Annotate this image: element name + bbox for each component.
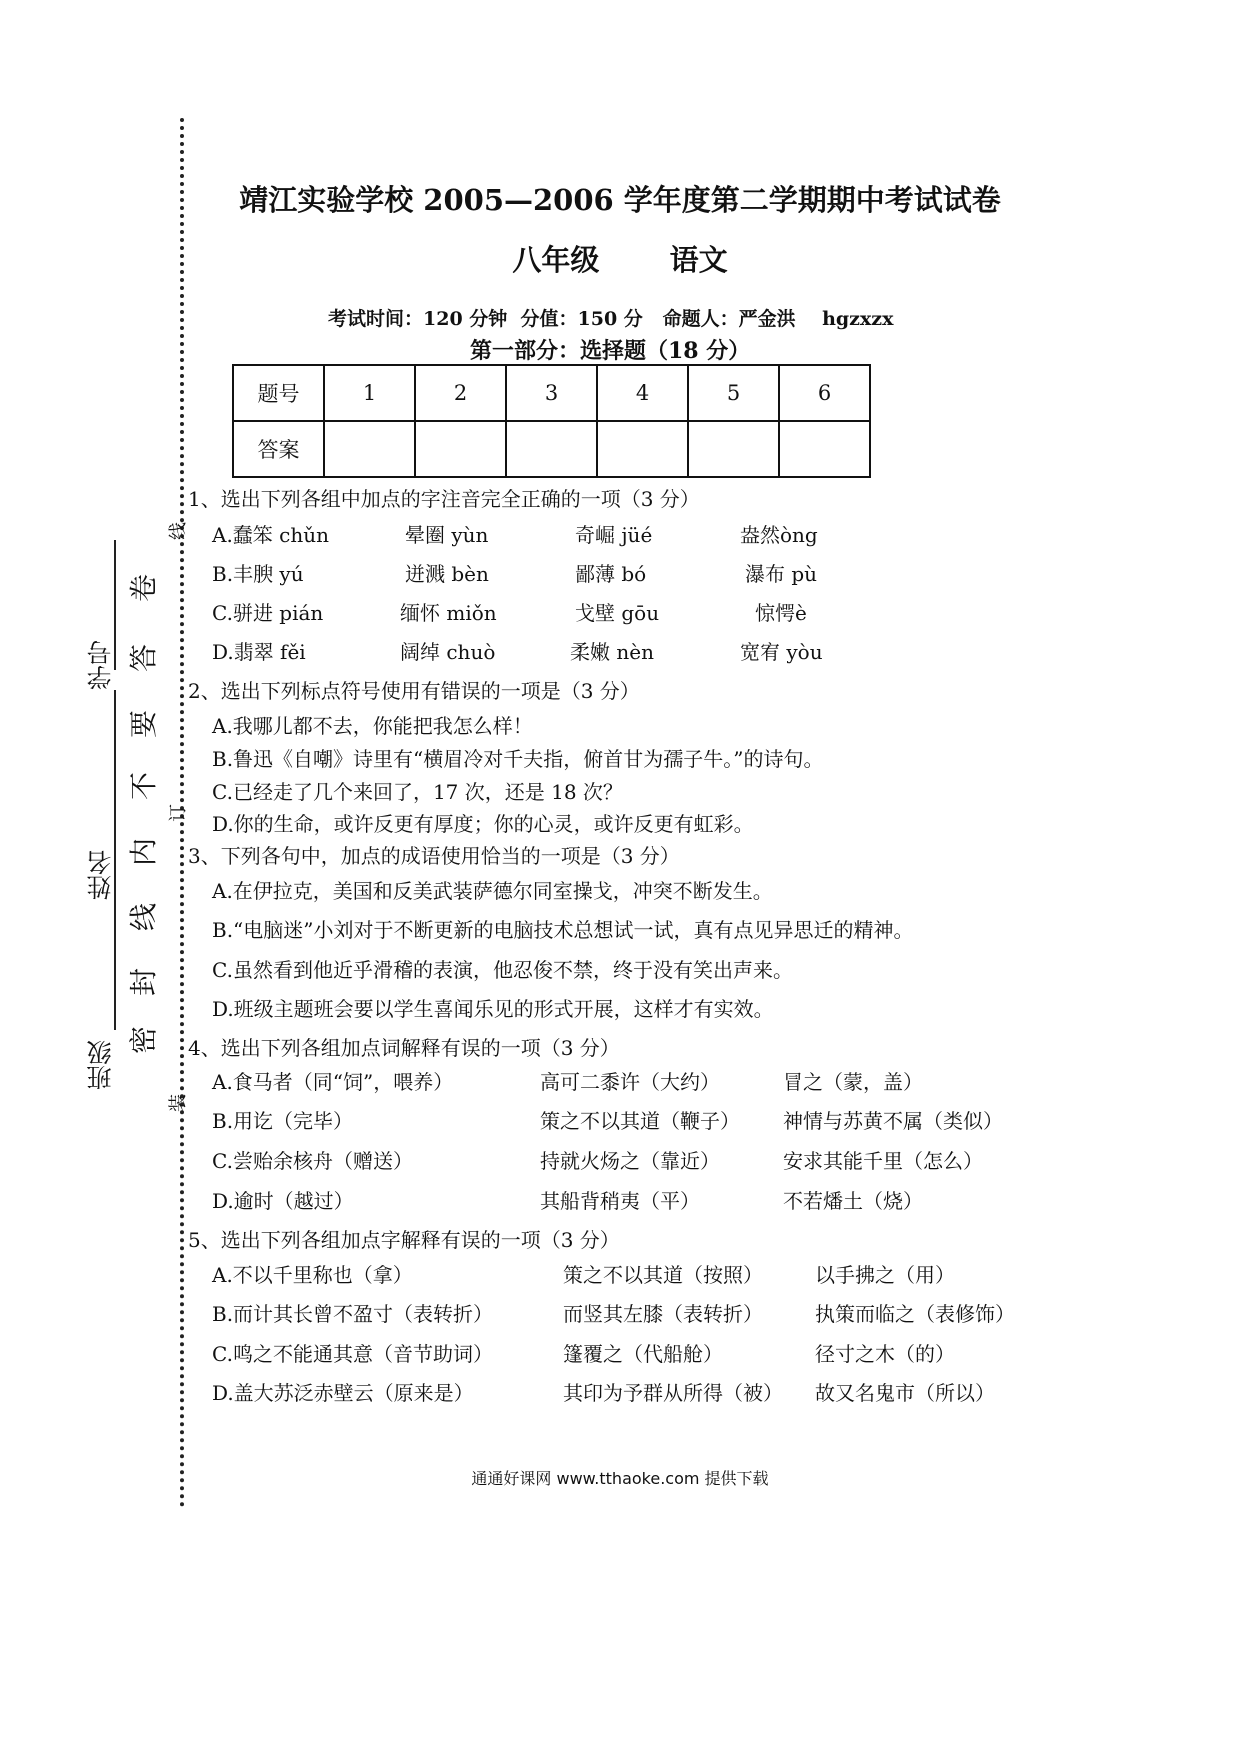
q4-option: 持就火炀之（靠近） [540, 1149, 720, 1173]
seal-char: 卷 [127, 573, 161, 603]
q5-option: A.不以千里称也（拿） [212, 1263, 413, 1287]
q1-option: C.骈进 pián [212, 601, 324, 625]
question-number-cell: 2 [415, 365, 506, 421]
q5-option: 故又名鬼市（所以） [815, 1381, 995, 1405]
q5-option: 其印为予群从所得（被） [563, 1381, 783, 1405]
table-row [233, 365, 870, 421]
q1-option: A.蠢笨 chǔn [212, 523, 330, 547]
exam-subtitle [0, 238, 1240, 279]
q4-option: 其船背稍夷（平） [540, 1189, 700, 1213]
q1-option: 缅怀 miǒn [400, 601, 497, 625]
table-header-cell: 题号 [233, 365, 324, 421]
answer-table [232, 364, 871, 478]
q1-option: 晕圈 yùn [405, 523, 489, 547]
exam-title: 靖江实验学校 2005—2006 学年度第二学期期中考试试卷 [239, 183, 1001, 217]
field-class-label: 班级 [86, 1040, 115, 1090]
q2-option: A.我哪儿都不去，你能把我怎么样！ [212, 714, 533, 738]
q5-option: 篷覆之（代船舱） [563, 1342, 723, 1366]
question-number-cell: 1 [324, 365, 415, 421]
answer-cell[interactable] [688, 421, 779, 477]
q4-option: 冒之（蒙，盖） [783, 1070, 923, 1094]
q3-option: D.班级主题班会要以学生喜闻乐见的形式开展，这样才有实效。 [212, 997, 774, 1021]
answer-cell[interactable] [779, 421, 870, 477]
q1-option: D.翡翠 fěi [212, 640, 306, 664]
seal-char: 不 [127, 771, 161, 801]
q5-option: 策之不以其道（按照） [563, 1263, 763, 1287]
q2-option: D.你的生命，或许反更有厚度；你的心灵，或许反更有虹彩。 [212, 812, 754, 836]
seal-char: 要 [127, 709, 161, 739]
seal-char: 内 [127, 837, 161, 867]
question-number-cell: 6 [779, 365, 870, 421]
answer-cell[interactable] [506, 421, 597, 477]
q3-option: C.虽然看到他近乎滑稽的表演，他忍俊不禁，终于没有笑出声来。 [212, 958, 793, 982]
field-student-id-blank[interactable] [114, 540, 116, 670]
q4-option: D.逾时（越过） [212, 1189, 354, 1213]
question-4-stem: 4、选出下列各组加点词解释有误的一项（3 分） [188, 1036, 620, 1060]
q2-option: B.鲁迅《自嘲》诗里有“横眉冷对千夫指，俯首甘为孺子牛。”的诗句。 [212, 747, 824, 771]
question-5-stem: 5、选出下列各组加点字解释有误的一项（3 分） [188, 1228, 620, 1252]
table-header-cell: 答案 [233, 421, 324, 477]
q1-option: 瀑布 pù [745, 562, 818, 586]
q1-option: 宽宥 yòu [740, 640, 823, 664]
answer-cell[interactable] [597, 421, 688, 477]
q4-option: 神情与苏黄不属（类似） [783, 1109, 1003, 1133]
cut-mark: 线 [168, 522, 189, 540]
question-number-cell: 3 [506, 365, 597, 421]
question-2-stem: 2、选出下列标点符号使用有错误的一项是（3 分） [188, 679, 640, 703]
seal-char: 密 [127, 1025, 161, 1055]
q1-option: B.丰腴 yú [212, 562, 304, 586]
q2-option: C.已经走了几个来回了，17 次，还是 18 次？ [212, 780, 623, 804]
download-footer: 通通好课网 www.tthaoke.com 提供下载 [471, 1469, 769, 1488]
q1-option: 盎然òng [740, 523, 818, 547]
q3-option: B.“电脑迷”小刘对于不断更新的电脑技术总想试一试，真有点见异思迁的精神。 [212, 918, 914, 942]
q5-option: 以手拂之（用） [815, 1263, 955, 1287]
question-1-stem: 1、选出下列各组中加点的字注音完全正确的一项（3 分） [188, 487, 700, 511]
q4-option: B.用讫（完毕） [212, 1109, 354, 1133]
subject-label: 语文 [669, 243, 728, 277]
q1-option: 戈壁 gōu [575, 601, 660, 625]
q3-option: A.在伊拉克，美国和反美武装萨德尔同室操戈，冲突不断发生。 [212, 879, 773, 903]
seal-char: 线 [127, 902, 161, 932]
q4-option: C.尝贻余核舟（赠送） [212, 1149, 413, 1173]
cut-mark: 装 [168, 1094, 189, 1112]
field-name-blank[interactable] [114, 690, 116, 900]
table-row [233, 421, 870, 477]
q4-option: 高可二黍许（大约） [540, 1070, 720, 1094]
exam-info: 考试时间：120 分钟 分值：150 分 命题人：严金洪 hgzxzx [328, 308, 894, 330]
q4-option: A.食马者（同“饲”，喂养） [212, 1070, 454, 1094]
q5-option: 执策而临之（表修饰） [815, 1302, 1015, 1326]
field-class-blank[interactable] [114, 900, 116, 1030]
q1-option: 柔嫩 nèn [570, 640, 654, 664]
question-number-cell: 5 [688, 365, 779, 421]
q4-option: 安求其能千里（怎么） [783, 1149, 983, 1173]
cut-mark: 订 [168, 804, 189, 822]
seal-char: 封 [127, 967, 161, 997]
question-3-stem: 3、下列各句中，加点的成语使用恰当的一项是（3 分） [188, 844, 680, 868]
grade-label: 八年级 [512, 243, 600, 277]
q5-option: 径寸之木（的） [815, 1342, 955, 1366]
q4-option: 不若燔土（烧） [783, 1189, 923, 1213]
q5-option: C.鸣之不能通其意（音节助词） [212, 1342, 493, 1366]
q1-option: 惊愕è [755, 601, 807, 625]
field-name-label: 姓名 [86, 850, 115, 900]
q1-option: 鄙薄 bó [575, 562, 647, 586]
q4-option: 策之不以其道（鞭子） [540, 1109, 740, 1133]
q1-option: 奇崛 jüé [575, 523, 653, 547]
section-heading: 第一部分：选择题（18 分） [470, 338, 751, 364]
q5-option: B.而计其长曾不盈寸（表转折） [212, 1302, 494, 1326]
q5-option: 而竖其左膝（表转折） [563, 1302, 763, 1326]
question-number-cell: 4 [597, 365, 688, 421]
field-student-id-label: 学号 [86, 640, 115, 690]
seal-char: 答 [127, 643, 161, 673]
q5-option: D.盖大苏泛赤壁云（原来是） [212, 1381, 474, 1405]
answer-cell[interactable] [415, 421, 506, 477]
q1-option: 阔绰 chuò [400, 640, 496, 664]
answer-cell[interactable] [324, 421, 415, 477]
q1-option: 迸溅 bèn [405, 562, 489, 586]
